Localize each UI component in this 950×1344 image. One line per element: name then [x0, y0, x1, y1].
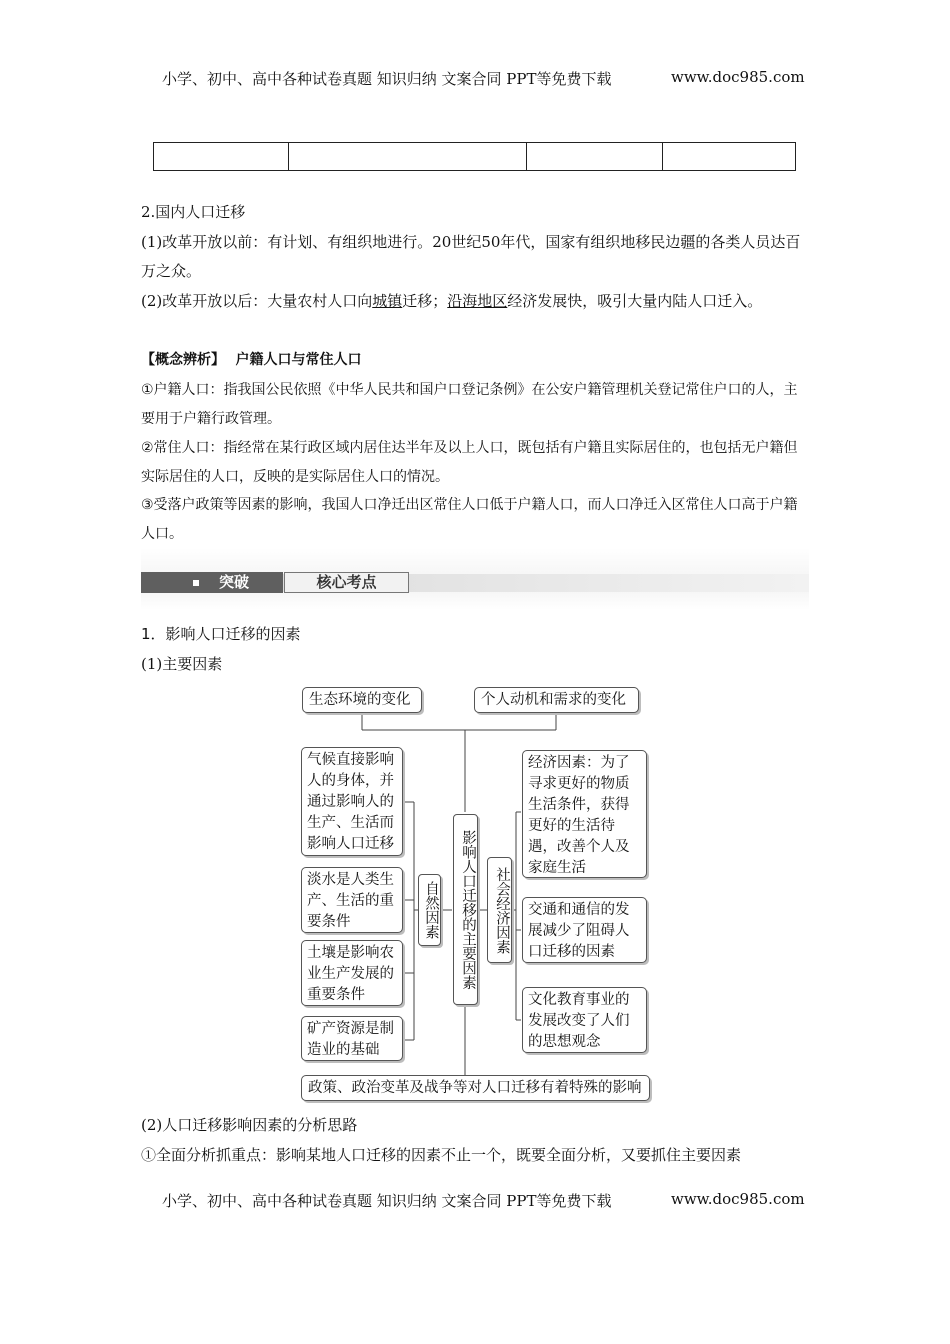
section-2-title: 2.国内人口迁移	[141, 203, 246, 221]
p2-underline-1: 城镇	[372, 292, 403, 310]
box-natural-water: 淡水是人类生产、生活的重要条件	[301, 867, 403, 933]
concept-item-3: ③受落户政策等因素的影响，我国人口净迁出区常住人口低于户籍人口，而人口净迁入区常住人口高于户籍人口。	[141, 497, 798, 542]
box-center-main-factors: 影响人口迁移的主要因素	[453, 814, 478, 1005]
concept-item-1: ①户籍人口：指我国公民依照《中华人民共和国户口登记条例》在公安户籍管理机关登记常住户口的人，主要用于户籍行政管理。	[141, 382, 798, 427]
p2-part-a: (2)改革开放以后：大量农村人口向	[141, 292, 373, 310]
core-heading-3: (2)人口迁移影响因素的分析思路	[141, 1116, 358, 1134]
p2-part-c: 经济发展快，吸引大量内陆人口迁入。	[507, 292, 763, 310]
box-policy-war: 政策、政治变革及战争等对人口迁移有着特殊的影响	[301, 1075, 650, 1101]
concept-label: 【概念辨析】	[141, 352, 225, 368]
core-heading-2: (1)主要因素	[141, 655, 223, 673]
box-eco-env: 生态环境的变化	[302, 687, 422, 713]
box-social-economic: 经济因素：为了寻求更好的物质生活条件，获得更好的生活待遇，改善个人及家庭生活	[522, 750, 647, 878]
box-social-factors: 社会经济因素	[487, 857, 512, 963]
concept-item-2: ②常住人口：指经常在某行政区域内居住达半年及以上人口，既包括有户籍且实际居住的，也包括无户籍但实际居住的人口，反映的是实际居住人口的情况。	[141, 440, 798, 485]
page-footer	[162, 1190, 805, 1211]
banner-left-label: 突破	[219, 573, 250, 591]
p2-part-b: 迁移；	[402, 292, 448, 310]
section-2-paragraph-1: (1)改革开放以前：有计划、有组织地进行。20世纪50年代，国家有组织地移民边疆的各类人员达百万之众。	[141, 233, 801, 280]
box-social-transport: 交通和通信的发展减少了阻碍人口迁移的因素	[522, 897, 647, 963]
header-text: 小学、初中、高中各种试卷真题 知识归纳 文案合同 PPT等免费下载	[162, 70, 612, 88]
box-personal-motive: 个人动机和需求的变化	[474, 687, 639, 713]
header-url[interactable]: www.doc985.com	[671, 68, 805, 86]
box-natural-climate: 气候直接影响人的身体，并通过影响人的生产、生活而影响人口迁移	[301, 747, 403, 856]
box-natural-mineral: 矿产资源是制造业的基础	[301, 1016, 403, 1061]
footer-url[interactable]: www.doc985.com	[671, 1190, 805, 1208]
concept-title: 户籍人口与常住人口	[235, 352, 362, 368]
p2-underline-2: 沿海地区	[447, 292, 508, 310]
box-natural-soil: 土壤是影响农业生产发展的重要条件	[301, 940, 403, 1006]
box-natural-factors: 自然因素	[418, 874, 441, 946]
core-paragraph-1: ①全面分析抓重点：影响某地人口迁移的因素不止一个，既要全面分析，又要抓住主要因素	[141, 1146, 742, 1164]
banner-right-label: 核心考点	[284, 572, 409, 593]
footer-text: 小学、初中、高中各种试卷真题 知识归纳 文案合同 PPT等免费下载	[162, 1192, 612, 1210]
box-social-education: 文化教育事业的发展改变了人们的思想观念	[522, 987, 647, 1053]
core-heading-1: 1．影响人口迁移的因素	[141, 625, 301, 643]
